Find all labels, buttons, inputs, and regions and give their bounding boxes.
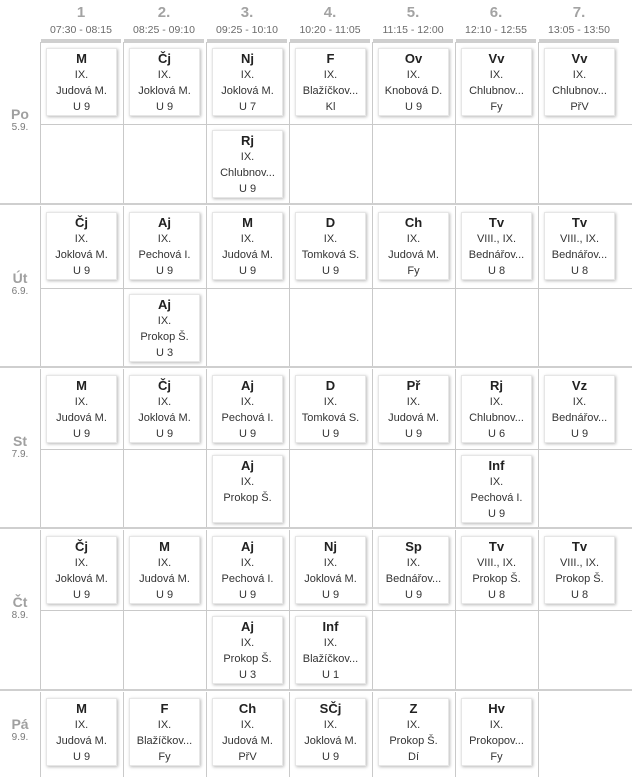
lesson-card[interactable]	[212, 130, 283, 198]
lesson-room: U 8	[487, 589, 506, 601]
lesson-class: IX.	[323, 396, 338, 408]
lesson-subject: Čj	[158, 378, 171, 393]
day-name: Pá	[11, 716, 29, 732]
lesson-teacher: Bednářov...	[385, 573, 442, 585]
lesson-teacher: Prokop Š.	[555, 573, 604, 585]
lesson-teacher: Bednářov...	[551, 412, 608, 424]
period-number: 3.	[240, 4, 254, 21]
day-separator	[0, 689, 632, 691]
lesson-card[interactable]	[295, 536, 366, 604]
lesson-teacher: Judová M.	[222, 735, 273, 747]
day-separator	[0, 203, 632, 205]
lesson-teacher: Judová M.	[56, 85, 107, 97]
day-date: 5.9.	[11, 122, 29, 133]
lesson-subject: Čj	[75, 215, 88, 230]
lesson-teacher: Bednářov...	[468, 249, 525, 261]
day-label	[0, 716, 40, 744]
row-divider	[40, 449, 632, 450]
lesson-class: IX.	[489, 69, 504, 81]
lesson-teacher: Chlubnov...	[469, 85, 524, 97]
lesson-teacher: Prokop Š.	[472, 573, 521, 585]
day-separator	[0, 527, 632, 529]
day-date: 8.9.	[11, 610, 29, 621]
period-column-header	[372, 0, 454, 43]
lesson-card[interactable]	[378, 536, 449, 604]
lesson-card[interactable]	[212, 375, 283, 443]
lesson-class: IX.	[406, 396, 421, 408]
lesson-subject: F	[160, 701, 169, 716]
lesson-class: IX.	[74, 69, 89, 81]
lesson-teacher: Joklová M.	[221, 85, 274, 97]
lesson-teacher: Chlubnov...	[220, 167, 275, 179]
lesson-subject: M	[159, 539, 170, 554]
lesson-class: IX.	[572, 396, 587, 408]
lesson-class: IX.	[240, 69, 255, 81]
lesson-card[interactable]	[129, 212, 200, 280]
lesson-class: IX.	[572, 69, 587, 81]
lesson-class: IX.	[240, 396, 255, 408]
lesson-room: U 8	[570, 265, 589, 277]
lesson-card[interactable]	[295, 48, 366, 116]
period-column-header	[538, 0, 620, 43]
lesson-subject: M	[76, 51, 87, 66]
lesson-room: U 9	[72, 589, 91, 601]
lesson-teacher: Joklová M.	[55, 249, 108, 261]
lesson-card[interactable]	[129, 48, 200, 116]
period-column-header	[40, 0, 122, 43]
lesson-room: U 9	[570, 428, 589, 440]
lesson-card[interactable]	[212, 48, 283, 116]
lesson-teacher: Chlubnov...	[469, 412, 524, 424]
period-time: 13:05 - 13:50	[548, 24, 610, 36]
lesson-teacher: Blažíčkov...	[302, 653, 359, 665]
lesson-teacher: Blažíčkov...	[136, 735, 193, 747]
lesson-card[interactable]	[46, 212, 117, 280]
lesson-room: U 9	[487, 508, 506, 520]
lesson-subject: Aj	[241, 458, 254, 473]
lesson-card[interactable]	[212, 616, 283, 684]
lesson-subject: F	[326, 51, 335, 66]
grid-column-line	[538, 692, 621, 777]
lesson-room: U 9	[321, 589, 340, 601]
lesson-card[interactable]	[378, 212, 449, 280]
lesson-class: IX.	[489, 476, 504, 488]
period-header	[40, 0, 632, 40]
lesson-subject: Vz	[571, 378, 588, 393]
lesson-card[interactable]	[212, 698, 283, 766]
lesson-card[interactable]	[46, 48, 117, 116]
lesson-card[interactable]	[129, 294, 200, 362]
lesson-teacher: Joklová M.	[304, 735, 357, 747]
lesson-class: IX.	[406, 557, 421, 569]
lesson-subject: Aj	[158, 215, 171, 230]
lesson-subject: D	[325, 378, 336, 393]
lesson-room: U 9	[72, 751, 91, 763]
lesson-subject: Čj	[75, 539, 88, 554]
lesson-subject: Tv	[488, 539, 505, 554]
lesson-room: U 9	[72, 101, 91, 113]
lesson-card[interactable]	[212, 455, 283, 523]
lesson-teacher: Judová M.	[222, 249, 273, 261]
lesson-room: PřV	[238, 751, 257, 763]
lesson-room: U 9	[72, 265, 91, 277]
lesson-card[interactable]	[295, 616, 366, 684]
lesson-room: U 9	[404, 101, 423, 113]
day-date: 9.9.	[11, 732, 29, 743]
period-number: 1	[76, 4, 86, 21]
lesson-teacher: Judová M.	[139, 573, 190, 585]
lesson-room: U 9	[238, 428, 257, 440]
lesson-subject: SČj	[319, 701, 342, 716]
lesson-room: U 9	[238, 265, 257, 277]
lesson-class: IX.	[240, 719, 255, 731]
lesson-class: IX.	[323, 233, 338, 245]
lesson-card[interactable]	[378, 698, 449, 766]
lesson-class: VIII., IX.	[476, 233, 517, 245]
lesson-teacher: Prokop Š.	[140, 331, 189, 343]
lesson-class: IX.	[157, 396, 172, 408]
lesson-subject: Ov	[404, 51, 423, 66]
lesson-card[interactable]	[544, 375, 615, 443]
lesson-room: PřV	[570, 101, 589, 113]
lesson-room: U 6	[487, 428, 506, 440]
row-divider	[40, 610, 632, 611]
lesson-card[interactable]	[295, 698, 366, 766]
lesson-room: U 9	[155, 428, 174, 440]
lesson-subject: Př	[406, 378, 421, 393]
lesson-class: IX.	[240, 233, 255, 245]
lesson-room: Fy	[158, 751, 171, 763]
lesson-room: U 9	[321, 265, 340, 277]
lesson-class: IX.	[489, 719, 504, 731]
lesson-subject: Rj	[490, 378, 503, 393]
day-date: 7.9.	[11, 449, 29, 460]
lesson-room: Fy	[490, 101, 503, 113]
lesson-room: U 7	[238, 101, 257, 113]
lesson-class: IX.	[489, 396, 504, 408]
lesson-teacher: Judová M.	[56, 735, 107, 747]
day-label	[0, 433, 40, 461]
period-time: 09:25 - 10:10	[216, 24, 278, 36]
lesson-teacher: Joklová M.	[138, 85, 191, 97]
lesson-room: U 1	[321, 669, 340, 681]
lesson-subject: Ch	[404, 215, 423, 230]
lesson-class: VIII., IX.	[559, 233, 600, 245]
period-time: 08:25 - 09:10	[133, 24, 195, 36]
lesson-class: IX.	[157, 557, 172, 569]
period-time: 11:15 - 12:00	[382, 24, 444, 36]
lesson-room: U 9	[155, 265, 174, 277]
lesson-card[interactable]	[129, 536, 200, 604]
lesson-subject: Hv	[488, 701, 505, 716]
lesson-teacher: Prokopov...	[469, 735, 524, 747]
lesson-card[interactable]	[295, 375, 366, 443]
period-time: 10:20 - 11:05	[299, 24, 361, 36]
lesson-subject: Sp	[405, 539, 422, 554]
lesson-class: IX.	[157, 315, 172, 327]
lesson-subject: Nj	[324, 539, 337, 554]
lesson-room: U 8	[487, 265, 506, 277]
lesson-teacher: Judová M.	[388, 249, 439, 261]
lesson-card[interactable]	[129, 375, 200, 443]
lesson-subject: Aj	[158, 297, 171, 312]
lesson-room: U 9	[404, 589, 423, 601]
lesson-class: IX.	[406, 719, 421, 731]
lesson-card[interactable]	[461, 375, 532, 443]
lesson-class: IX.	[240, 637, 255, 649]
row-divider	[40, 288, 632, 289]
lesson-subject: Aj	[241, 378, 254, 393]
day-name: Po	[11, 106, 29, 122]
lesson-room: U 9	[321, 428, 340, 440]
lesson-card[interactable]	[461, 48, 532, 116]
lesson-room: Dí	[408, 751, 419, 763]
lesson-subject: Aj	[241, 619, 254, 634]
lesson-room: U 9	[238, 183, 257, 195]
lesson-teacher: Pechová I.	[221, 573, 274, 585]
lesson-room: U 3	[155, 347, 174, 359]
lesson-subject: Rj	[241, 133, 254, 148]
lesson-room: Fy	[490, 751, 503, 763]
period-number: 5.	[406, 4, 420, 21]
lesson-teacher: Joklová M.	[55, 573, 108, 585]
row-divider	[40, 124, 632, 125]
lesson-class: IX.	[323, 719, 338, 731]
period-column-header	[289, 0, 371, 43]
lesson-teacher: Blažíčkov...	[302, 85, 359, 97]
lesson-subject: Z	[409, 701, 418, 716]
lesson-teacher: Chlubnov...	[552, 85, 607, 97]
lesson-card[interactable]	[461, 536, 532, 604]
day-name: St	[13, 433, 27, 449]
lesson-card[interactable]	[129, 698, 200, 766]
period-number: 7.	[572, 4, 586, 21]
lesson-card[interactable]	[212, 536, 283, 604]
lesson-class: IX.	[406, 69, 421, 81]
period-number: 6.	[489, 4, 503, 21]
day-label	[0, 270, 40, 298]
period-number: 4.	[323, 4, 337, 21]
day-separator	[0, 366, 632, 368]
lesson-class: IX.	[74, 233, 89, 245]
lesson-subject: Tv	[571, 215, 588, 230]
lesson-room: Fy	[407, 265, 420, 277]
lesson-subject: Inf	[322, 619, 339, 634]
lesson-subject: Tv	[488, 215, 505, 230]
lesson-subject: M	[76, 701, 87, 716]
day-label	[0, 106, 40, 134]
lesson-teacher: Pechová I.	[221, 412, 274, 424]
period-column-header	[123, 0, 205, 43]
lesson-card[interactable]	[295, 212, 366, 280]
lesson-teacher: Knobová D.	[384, 85, 443, 97]
lesson-class: IX.	[74, 719, 89, 731]
lesson-room: U 9	[404, 428, 423, 440]
lesson-class: IX.	[74, 557, 89, 569]
period-column-header	[206, 0, 288, 43]
lesson-card[interactable]	[461, 698, 532, 766]
lesson-teacher: Tomková S.	[301, 249, 360, 261]
lesson-teacher: Prokop Š.	[223, 492, 272, 504]
lesson-teacher: Joklová M.	[138, 412, 191, 424]
period-column-header	[455, 0, 537, 43]
lesson-teacher: Pechová I.	[138, 249, 191, 261]
lesson-card[interactable]	[378, 48, 449, 116]
lesson-subject: Inf	[488, 458, 505, 473]
lesson-room: U 9	[155, 589, 174, 601]
lesson-teacher: Tomková S.	[301, 412, 360, 424]
lesson-teacher: Prokop Š.	[223, 653, 272, 665]
lesson-room: U 9	[321, 751, 340, 763]
lesson-card[interactable]	[212, 212, 283, 280]
day-name: Čt	[12, 594, 28, 610]
lesson-teacher: Pechová I.	[470, 492, 523, 504]
lesson-subject: Čj	[158, 51, 171, 66]
day-label	[0, 594, 40, 622]
lesson-subject: Vv	[488, 51, 505, 66]
day-date: 6.9.	[11, 286, 29, 297]
lesson-card[interactable]	[461, 212, 532, 280]
lesson-card[interactable]	[544, 536, 615, 604]
lesson-subject: Vv	[571, 51, 588, 66]
lesson-room: Kl	[325, 101, 336, 113]
lesson-class: IX.	[323, 69, 338, 81]
lesson-teacher: Judová M.	[56, 412, 107, 424]
lesson-teacher: Prokop Š.	[389, 735, 438, 747]
lesson-subject: Tv	[571, 539, 588, 554]
lesson-subject: D	[325, 215, 336, 230]
lesson-class: VIII., IX.	[476, 557, 517, 569]
lesson-class: IX.	[240, 557, 255, 569]
period-time: 12:10 - 12:55	[465, 24, 527, 36]
lesson-room: U 9	[238, 589, 257, 601]
lesson-card[interactable]	[544, 48, 615, 116]
lesson-room: U 3	[238, 669, 257, 681]
lesson-card[interactable]	[544, 212, 615, 280]
period-number: 2.	[157, 4, 171, 21]
lesson-card[interactable]	[46, 698, 117, 766]
lesson-room: U 9	[155, 101, 174, 113]
lesson-class: IX.	[157, 719, 172, 731]
lesson-teacher: Bednářov...	[551, 249, 608, 261]
lesson-card[interactable]	[378, 375, 449, 443]
lesson-subject: M	[76, 378, 87, 393]
lesson-class: IX.	[240, 476, 255, 488]
lesson-room: U 8	[570, 589, 589, 601]
lesson-card[interactable]	[46, 536, 117, 604]
lesson-class: IX.	[74, 396, 89, 408]
lesson-teacher: Judová M.	[388, 412, 439, 424]
lesson-class: VIII., IX.	[559, 557, 600, 569]
lesson-class: IX.	[406, 233, 421, 245]
lesson-card[interactable]	[46, 375, 117, 443]
lesson-card[interactable]	[461, 455, 532, 523]
lesson-class: IX.	[157, 233, 172, 245]
lesson-class: IX.	[157, 69, 172, 81]
lesson-class: IX.	[240, 151, 255, 163]
lesson-class: IX.	[323, 557, 338, 569]
lesson-teacher: Joklová M.	[304, 573, 357, 585]
lesson-subject: Nj	[241, 51, 254, 66]
lesson-subject: Aj	[241, 539, 254, 554]
lesson-subject: Ch	[238, 701, 257, 716]
lesson-class: IX.	[323, 637, 338, 649]
lesson-room: U 9	[72, 428, 91, 440]
period-time: 07:30 - 08:15	[50, 24, 112, 36]
lesson-subject: M	[242, 215, 253, 230]
day-name: Út	[12, 270, 28, 286]
